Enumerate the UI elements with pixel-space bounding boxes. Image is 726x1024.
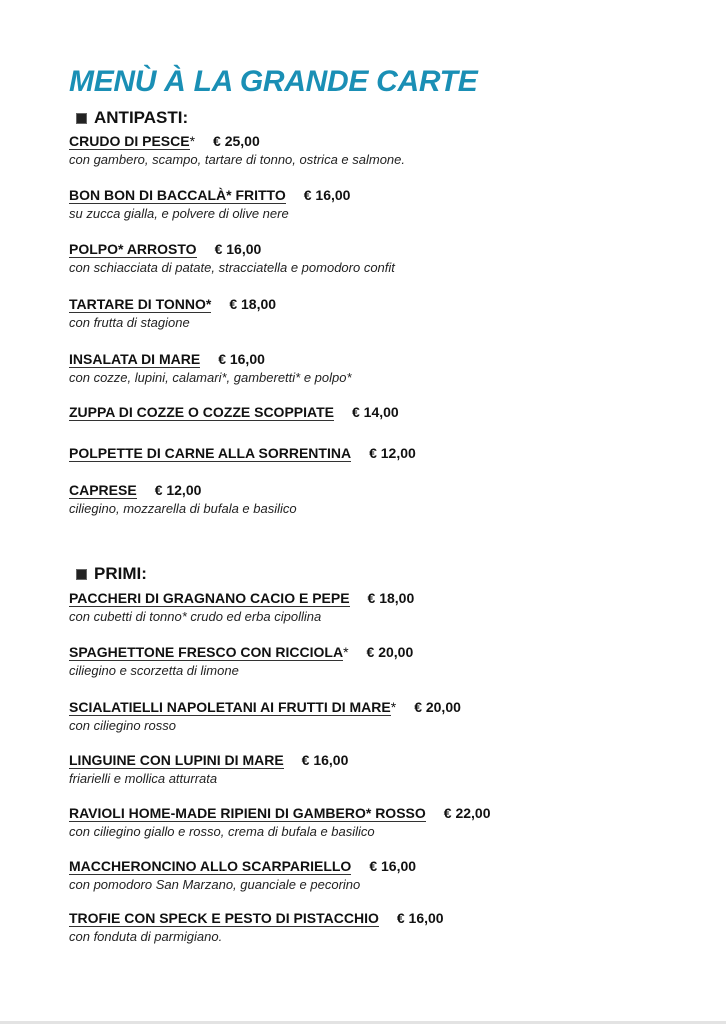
item-line	[69, 186, 350, 204]
menu-item-spaghettone	[69, 643, 413, 679]
item-line	[69, 403, 399, 421]
item-line	[69, 751, 348, 769]
item-mark: *	[343, 644, 349, 660]
item-line	[69, 698, 461, 716]
item-price: € 16,00	[369, 858, 417, 874]
item-description: con gambero, scampo, tartare di tonno, ostrica e salmone.	[69, 152, 406, 167]
item-name: SCIALATIELLI NAPOLETANI AI FRUTTI DI MARE	[69, 699, 391, 715]
item-name: ZUPPA DI COZZE O COZZE SCOPPIATE	[69, 404, 334, 420]
item-description: con cubetti di tonno* crudo ed erba cipollina	[69, 609, 322, 624]
menu-item-tartare-di-tonno	[69, 295, 276, 331]
item-name: PACCHERI DI GRAGNANO CACIO E PEPE	[69, 590, 350, 606]
item-price: € 12,00	[369, 445, 416, 461]
item-name: BON BON DI BACCALÀ* FRITTO	[69, 187, 286, 203]
item-description: con schiacciata di patate, stracciatella e pomodoro confit	[69, 260, 395, 275]
item-name: LINGUINE CON LUPINI DI MARE	[69, 752, 284, 768]
item-line	[69, 643, 413, 661]
item-name: POLPETTE DI CARNE ALLA SORRENTINA	[69, 445, 352, 461]
item-description: friarielli e mollica atturrata	[69, 771, 218, 786]
menu-item-scialatielli	[69, 698, 461, 734]
section-label: PRIMI:	[94, 564, 147, 583]
item-description: ciliegino, mozzarella di bufala e basilico	[69, 501, 297, 516]
item-price: € 16,00	[396, 910, 444, 926]
item-price: € 25,00	[213, 133, 260, 149]
menu-item-ravioli	[69, 804, 490, 840]
item-price: € 18,00	[367, 590, 415, 606]
item-description: su zucca gialla, e polvere di olive nere	[69, 206, 289, 221]
menu-item-bon-bon-di-baccala	[69, 186, 350, 222]
section-heading-primi	[76, 563, 147, 585]
menu-item-polpo-arrosto	[69, 240, 395, 276]
bullet-square-icon	[76, 569, 87, 580]
menu-item-polpette-di-carne	[69, 444, 416, 462]
item-price: € 12,00	[154, 482, 202, 498]
item-price: € 20,00	[414, 699, 461, 715]
item-name: TROFIE CON SPECK E PESTO DI PISTACCHIO	[69, 910, 379, 926]
item-price: € 16,00	[214, 241, 262, 257]
item-name: CRUDO DI PESCE	[69, 133, 190, 149]
menu-item-linguine	[69, 751, 348, 787]
item-mark: *	[390, 699, 397, 715]
item-line	[69, 350, 352, 368]
section-label: ANTIPASTI:	[94, 108, 189, 127]
menu-item-zuppa-di-cozze	[69, 403, 399, 421]
item-price: € 16,00	[301, 752, 349, 768]
item-description: ciliegino e scorzetta di limone	[69, 663, 239, 678]
item-line	[69, 295, 276, 313]
menu-item-trofie	[69, 909, 444, 945]
item-mark: *	[189, 133, 196, 149]
menu-item-insalata-di-mare	[69, 350, 352, 386]
item-line	[69, 909, 444, 927]
item-line	[69, 240, 395, 258]
item-line	[69, 589, 414, 607]
item-name: MACCHERONCINO ALLO SCARPARIELLO	[69, 858, 352, 874]
item-name: POLPO* ARROSTO	[69, 241, 197, 257]
item-line	[69, 132, 405, 150]
item-price: € 14,00	[351, 404, 399, 420]
menu-item-crudo-di-pesce	[69, 132, 405, 168]
item-description: con cozze, lupini, calamari*, gamberetti* e polpo*	[69, 370, 352, 385]
item-price: € 16,00	[303, 187, 351, 203]
item-line	[69, 444, 416, 462]
item-description: con frutta di stagione	[69, 315, 190, 330]
item-description: con ciliegino giallo e rosso, crema di bufala e basilico	[69, 824, 375, 839]
item-description: con ciliegino rosso	[69, 718, 176, 733]
item-price: € 20,00	[366, 644, 414, 660]
item-line	[69, 857, 416, 875]
item-name: INSALATA DI MARE	[69, 351, 201, 367]
menu-item-paccheri	[69, 589, 414, 625]
menu-item-caprese	[69, 481, 297, 517]
item-name: SPAGHETTONE FRESCO CON RICCIOLA	[69, 644, 344, 660]
item-name: RAVIOLI HOME-MADE RIPIENI DI GAMBERO* ROSSO	[69, 805, 426, 821]
item-description: con pomodoro San Marzano, guanciale e pecorino	[69, 877, 361, 892]
item-line	[69, 481, 297, 499]
item-line	[69, 804, 490, 822]
item-price: € 22,00	[443, 805, 491, 821]
item-description: con fonduta di parmigiano.	[69, 929, 223, 944]
item-name: TARTARE DI TONNO*	[69, 296, 212, 312]
item-price: € 16,00	[218, 351, 265, 367]
item-name: CAPRESE	[69, 482, 137, 498]
section-heading-antipasti	[76, 107, 188, 129]
item-price: € 18,00	[229, 296, 277, 312]
page-title: MENÙ À LA GRANDE CARTE	[69, 65, 478, 98]
bullet-square-icon	[76, 113, 87, 124]
menu-item-maccheroncino	[69, 857, 416, 893]
